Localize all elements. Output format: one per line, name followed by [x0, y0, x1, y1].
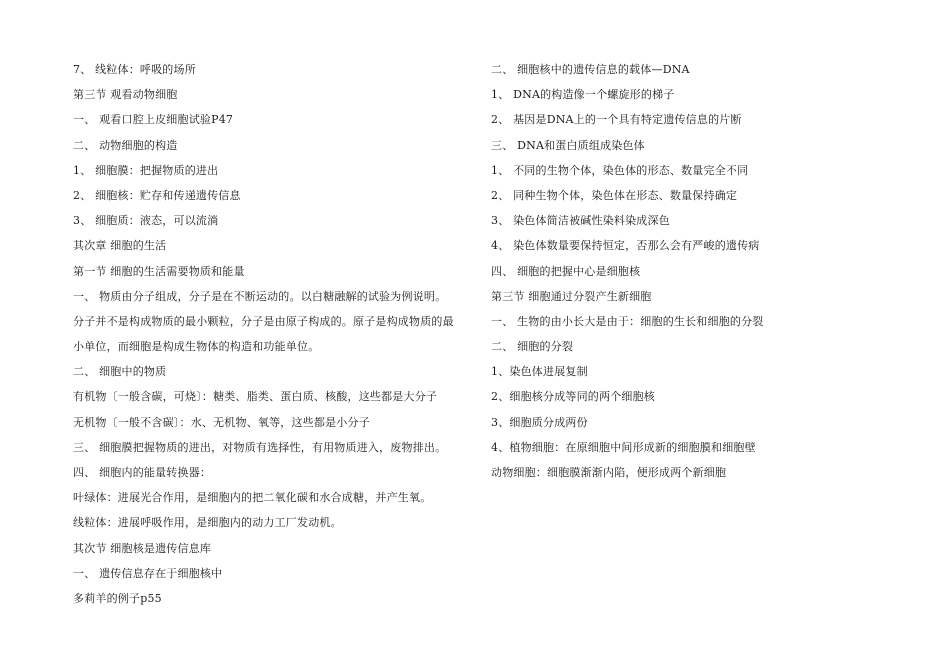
text-line: 1、 DNA的构造像一个螺旋形的梯子: [491, 88, 675, 102]
text-line: 四、 细胞内的能量转换器：: [73, 466, 212, 479]
section-heading: 其次节 细胞核是遗传信息库: [73, 541, 212, 555]
text-line: 动物细胞：细胞膜渐渐内陷，便形成两个新细胞: [491, 466, 727, 479]
text-line: 2、 同种生物个体，染色体在形态、数量保持确定: [491, 188, 738, 202]
text-line: 一、 观看口腔上皮细胞试验P47: [73, 113, 234, 127]
text-line: 1、 细胞膜：把握物质的进出: [73, 163, 219, 177]
text-line: 一、 物质由分子组成，分子是在不断运动的。以白糖融解的试验为例说明。: [73, 289, 447, 303]
text-line: 1、 不同的生物个体，染色体的形态、数量完全不同: [491, 163, 749, 177]
text-line: 2、 细胞核：贮存和传递遗传信息: [73, 188, 241, 202]
text-line: 3、 细胞质：液态，可以流淌: [73, 214, 219, 228]
text-line: 1、染色体进展复制: [491, 365, 588, 379]
text-line: 线粒体：进展呼吸作用，是细胞内的动力工厂发动机。: [73, 516, 342, 530]
text-line: 无机物〔一般不含碳〕：水、无机物、氧等，这些都是小分子: [73, 415, 370, 429]
text-line: 2、细胞核分成等同的两个细胞核: [491, 390, 655, 404]
text-line: 二、 细胞的分裂: [491, 340, 574, 354]
text-line: 一、 遗传信息存在于细胞核中: [73, 566, 223, 580]
section-heading: 第三节 细胞通过分裂产生新细胞: [491, 289, 652, 303]
text-line: 叶绿体：进展光合作用，是细胞内的把二氧化碳和水合成糖，并产生氧。: [73, 491, 432, 505]
text-line: 二、 动物细胞的构造: [73, 138, 178, 152]
text-line: 二、 细胞核中的遗传信息的载体—DNA: [491, 63, 690, 76]
text-line: 4、 染色体数量要保持恒定，否那么会有严峻的遗传病: [491, 239, 760, 253]
text-line: 二、 细胞中的物质: [73, 365, 167, 379]
text-line: 7、 线粒体：呼吸的场所: [73, 63, 196, 76]
text-line: 一、 生物的由小长大是由于：细胞的生长和细胞的分裂: [491, 314, 764, 328]
text-line: 三、 细胞膜把握物质的进出，对物质有选择性，有用物质进入，废物排出。: [73, 440, 447, 454]
text-line: 4、植物细胞：在原细胞中间形成新的细胞膜和细胞壁: [491, 440, 756, 454]
text-line: 多莉羊的例子p55: [73, 591, 162, 605]
text-line: 有机物〔一般含碳，可烧〕：糖类、脂类、蛋白质、核酸，这些都是大分子: [73, 390, 438, 404]
chapter-heading: 其次章 细胞的生活: [73, 239, 167, 253]
section-heading: 第一节 细胞的生活需要物质和能量: [73, 264, 245, 278]
text-line: 3、 染色体简洁被碱性染料染成深色: [491, 214, 670, 228]
text-line: 四、 细胞的把握中心是细胞核: [491, 264, 641, 278]
text-line: 三、 DNA和蛋白质组成染色体: [491, 138, 645, 152]
text-line: 小单位，而细胞是构成生物体的构造和功能单位。: [73, 340, 320, 354]
right-column: [491, 63, 891, 491]
text-line: 分子并不是构成物质的最小颗粒，分子是由原子构成的。原子是构成物质的最: [73, 314, 454, 328]
section-heading: 第三节 观看动物细胞: [73, 88, 178, 102]
text-line: 2、 基因是DNA上的一个具有特定遗传信息的片断: [491, 113, 742, 127]
left-column: [73, 63, 473, 617]
text-line: 3、细胞质分成两份: [491, 415, 588, 429]
